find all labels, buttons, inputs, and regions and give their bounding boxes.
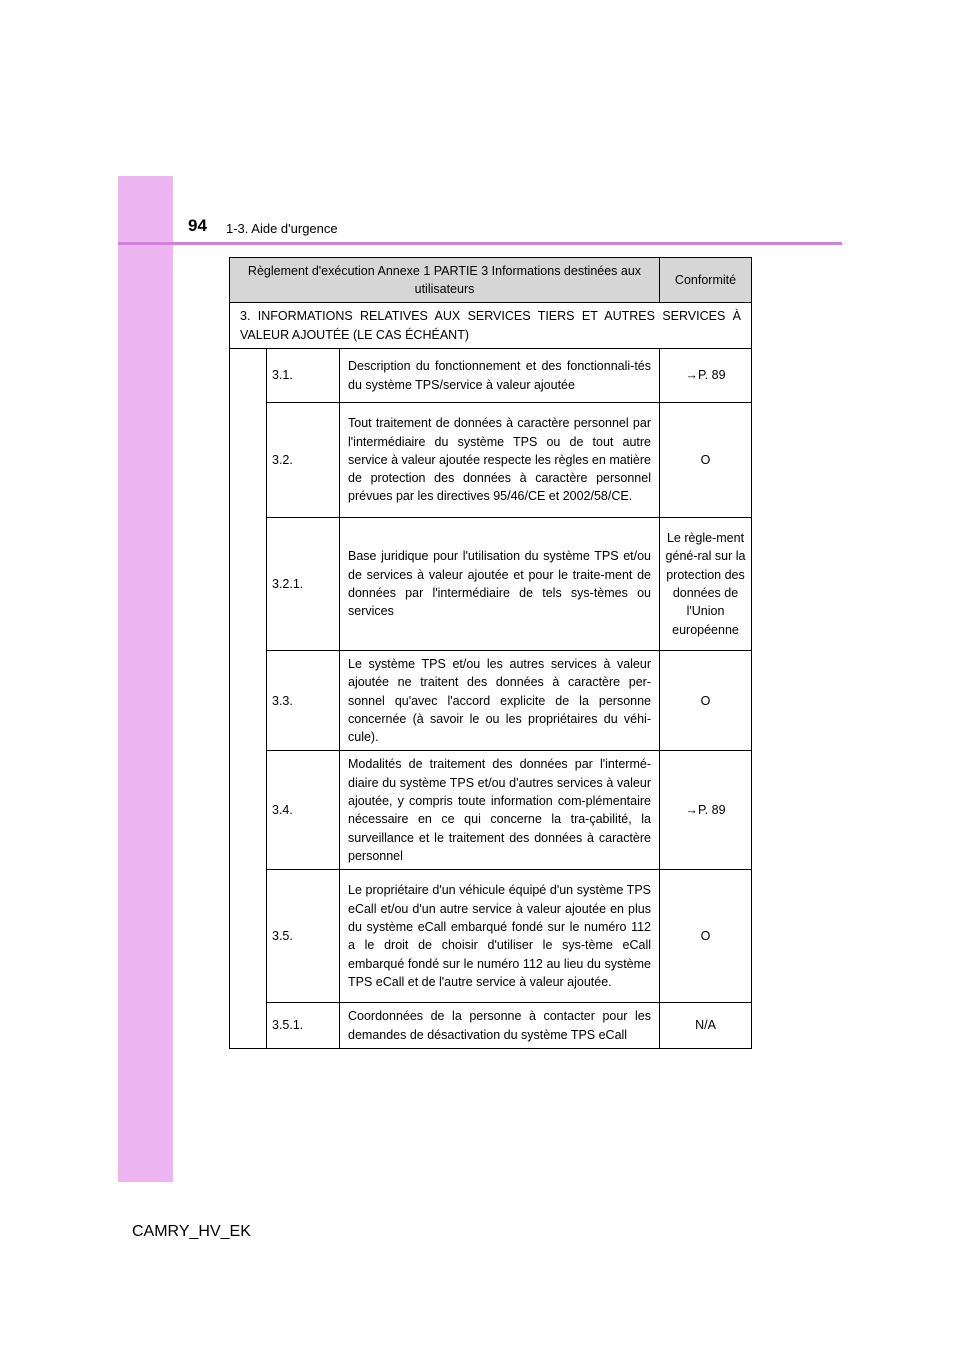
side-color-band [118, 176, 173, 1182]
row-description: Coordonnées de la personne à contacter pour les demandes de désactivation du système TPS eCall [340, 1003, 660, 1049]
row-conformity: O [660, 403, 752, 518]
row-conformity: →P. 89 [660, 349, 752, 403]
table-row [230, 1003, 752, 1049]
row-description: Le système TPS et/ou les autres services à valeur ajoutée ne traitent des données à caractère per-sonnel qu'avec l'accord explicite de la personne concernée (à savoir le ou les propriétaires du véhi-cule). [340, 651, 660, 751]
table-row [230, 870, 752, 1003]
row-conformity: N/A [660, 1003, 752, 1049]
table-row [230, 518, 752, 651]
regulation-table [229, 257, 752, 1049]
row-description: Base juridique pour l'utilisation du système TPS et/ou de services à valeur ajoutée et pour le traite-ment de données par l'intermédiaire de tels sys-tèmes ou services [340, 518, 660, 651]
row-code: 3.4. [267, 751, 340, 870]
row-code: 3.5.1. [267, 1003, 340, 1049]
section-heading-row [230, 303, 752, 349]
row-conformity: →P. 89 [660, 751, 752, 870]
table-row [230, 751, 752, 870]
header-rule [118, 242, 842, 245]
row-code: 3.2.1. [267, 518, 340, 651]
model-code: CAMRY_HV_EK [132, 1223, 251, 1240]
row-description: Le propriétaire d'un véhicule équipé d'un système TPS eCall et/ou d'un autre service à valeur ajoutée en plus du système eCall embarqué fondé sur le numéro 112 a le droit de choisir d'utiliser le sys-tème eCall embarqué fondé sur le numéro 112 au lieu du système TPS eCall et de l'autre service à valeur ajoutée. [340, 870, 660, 1003]
row-conformity: O [660, 651, 752, 751]
row-description: Tout traitement de données à caractère personnel par l'intermédiaire du système TPS ou de tout autre service à valeur ajoutée respecte les règles en matière de protection des données à caractère personnel prévues par les directives 95/46/CE et 2002/58/CE. [340, 403, 660, 518]
row-code: 3.2. [267, 403, 340, 518]
header-cell-regulation: Règlement d'exécution Annexe 1 PARTIE 3 Informations destinées aux utilisateurs [230, 258, 660, 303]
indent-cell [230, 349, 267, 1049]
table-row [230, 651, 752, 751]
row-description: Modalités de traitement des données par l'intermé-diaire du système TPS et/ou d'autres services à valeur ajoutée, y compris toute information com-plémentaire nécessaire en ce qui concerne la tra-çabilité, la surveillance et le traitement des données à caractère personnel [340, 751, 660, 870]
table-row [230, 349, 752, 403]
header-cell-conformity: Conformité [660, 258, 752, 303]
row-conformity: Le règle-ment géné-ral sur la protection des données de l'Union européenne [660, 518, 752, 651]
row-description: Description du fonctionnement et des fonctionnali-tés du système TPS/service à valeur ajoutée [340, 349, 660, 403]
row-conformity: O [660, 870, 752, 1003]
section-title: 1-3. Aide d'urgence [226, 221, 338, 236]
row-code: 3.5. [267, 870, 340, 1003]
table-row [230, 403, 752, 518]
row-code: 3.3. [267, 651, 340, 751]
row-code: 3.1. [267, 349, 340, 403]
table-header-row [230, 258, 752, 303]
page-number: 94 [188, 216, 207, 235]
section-heading-cell: 3. INFORMATIONS RELATIVES AUX SERVICES TIERS ET AUTRES SERVICES À VALEUR AJOUTÉE (LE CAS ÉCHÉANT) [230, 303, 752, 349]
